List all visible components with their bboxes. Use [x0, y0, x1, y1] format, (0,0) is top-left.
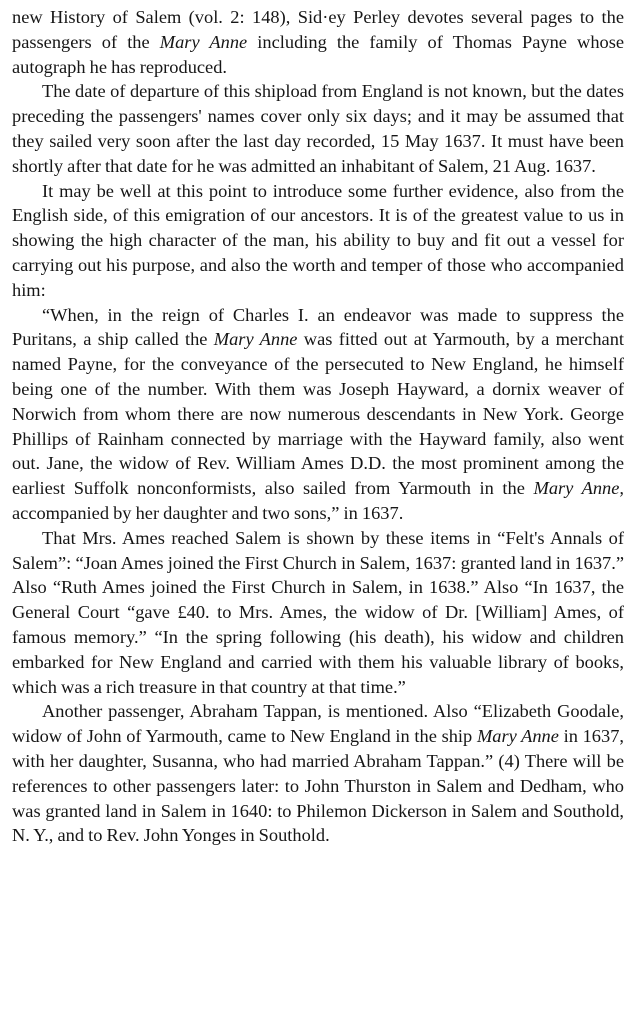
document-page: [12, 5, 624, 848]
paragraph-5: [12, 526, 624, 700]
paragraph-1: [12, 5, 624, 79]
text-segment-italic: Mary Anne,: [533, 478, 625, 499]
text-segment: The date of departure of this shipload from England is not known, but the dates preceding the passengers' names cover only six days; and it may be assumed that they sailed very soon after the last day recorded, 15 May 1637. It must have been shortly after that date for he was admitted an inhabitant of Salem, 21 Aug. 1637.: [12, 81, 624, 176]
text-segment-italic: Mary Anne: [476, 726, 559, 747]
text-segment: It may be well at this point to introduce some further evidence, also from the English side, of this emigration of our ancestors. It is of the greatest value to us in showing the high character of the man, his ability to buy and fit out a vessel for carrying out his purpose, and also the worth and temper of those who accompanied him:: [12, 180, 624, 300]
paragraph-4: [12, 303, 624, 526]
text-segment: Another passenger, Abraham Tappan, is mentioned. Also “Elizabeth Goodale, widow of John of Yarmouth, came to New England in the ship: [12, 701, 624, 747]
text-segment-italic: Mary Anne: [159, 31, 248, 52]
text-segment-italic: Mary Anne: [213, 329, 298, 350]
text-segment: including the family of Thomas Payne whose autograph he has reproduced.: [12, 31, 625, 77]
text-segment: That Mrs. Ames reached Salem is shown by these items in “Felt's Annals of Salem”: “Joan Ames joined the First Church in Salem, 1637: granted land in 1637.” Also “Ruth Ames joined the First Church in Salem, in 1638.” Also “In 1637, the General Court “gave £40. to Mrs. Ames, the widow of Dr. [William] Ames, of famous memory.” “In the spring following (his death), his widow and children embarked for New England and carried with them his valuable library of books, which was a rich treasure in that country at that time.”: [12, 527, 624, 697]
paragraph-3: [12, 179, 624, 303]
text-segment: “When, in the reign of Charles I. an endeavor was made to suppress the Puritans, a ship called the: [12, 304, 624, 350]
paragraph-6: [12, 699, 624, 848]
text-segment: was fitted out at Yarmouth, by a merchant named Payne, for the conveyance of the persecuted to New England, he himself being one of the number. With them was Joseph Hayward, a dornix weaver of Norwich from whom there are now numerous descendants in New York. George Phillips of Rainham connected by marriage with the Hayward family, also went out. Jane, the widow of Rev. William Ames D.D. the most prominent among the earliest Suffolk nonconformists, also sailed from Yarmouth in the: [12, 329, 624, 499]
text-segment: accompanied by her daughter and two sons,” in 1637.: [12, 502, 404, 523]
text-segment: new History of Salem (vol. 2: 148), Sid·ey Perley devotes several pages to the passengers of the: [12, 7, 624, 52]
paragraph-2: [12, 79, 624, 178]
text-segment: in 1637, with her daughter, Susanna, who had married Abraham Tappan.” (4) There will be references to other passengers later: to John Thurston in Salem and Dedham, who was granted land in Salem in 1640: to Philemon Dickerson in Salem and Southold, N. Y., and to Rev. John Yonges in Southold.: [12, 726, 624, 846]
